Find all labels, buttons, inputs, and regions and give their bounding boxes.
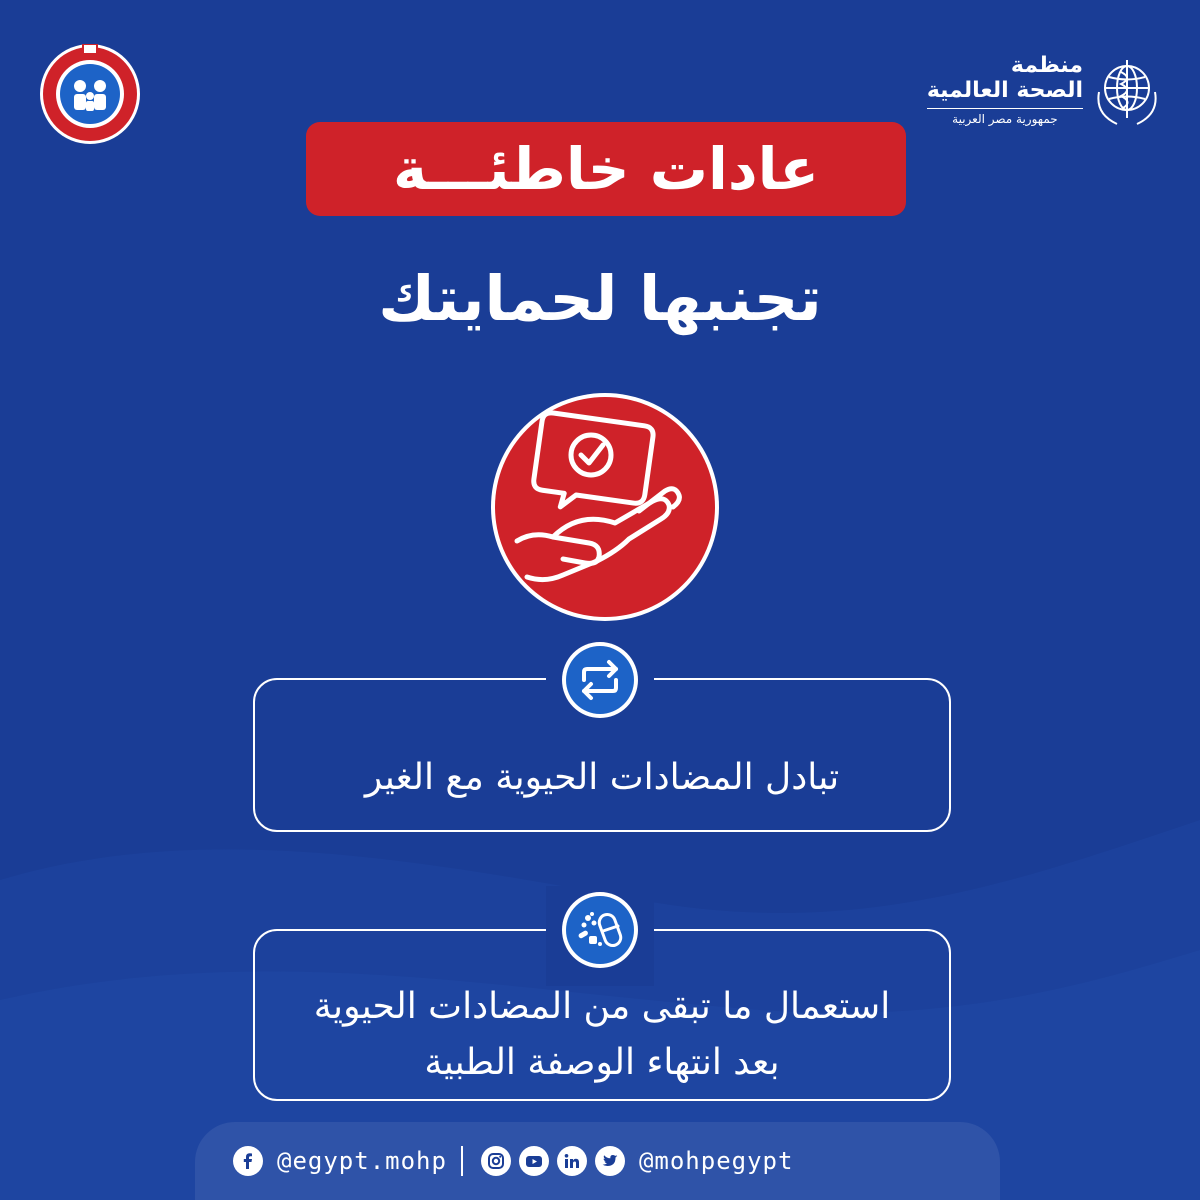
habit-text-2 — [275, 979, 929, 1091]
who-logo — [912, 52, 1167, 142]
habit-text-2-line2: بعد انتهاء الوصفة الطبية — [424, 1042, 780, 1083]
habit-text-2-line1: استعمال ما تبقى من المضادات الحيوية — [313, 986, 891, 1027]
social-links — [233, 1146, 807, 1176]
facebook-icon[interactable] — [233, 1146, 263, 1176]
swap-arrows-icon — [562, 642, 638, 718]
page-title: عادات خاطئـــة — [392, 135, 820, 203]
habit-icon-holder-2 — [546, 886, 654, 986]
instagram-icon[interactable] — [481, 1146, 511, 1176]
who-name-line1: منظمة — [1010, 53, 1083, 78]
habit-icon-holder-1 — [546, 636, 654, 736]
habit-text-1: تبادل المضادات الحيوية مع الغير — [364, 756, 840, 798]
who-text — [927, 54, 1083, 129]
page-subtitle: تجنبها لحمايتك — [378, 262, 822, 335]
title-badge — [306, 122, 906, 216]
pills-capsule-icon — [562, 892, 638, 968]
linkedin-icon[interactable] — [557, 1146, 587, 1176]
who-emblem-icon — [1087, 52, 1167, 132]
ministry-of-health-logo — [38, 42, 142, 146]
who-country: جمهورية مصر العربية — [952, 112, 1058, 126]
youtube-icon[interactable] — [519, 1146, 549, 1176]
hand-medicine-icon — [489, 391, 721, 623]
social-footer — [195, 1122, 1000, 1200]
footer-divider — [461, 1146, 463, 1176]
social-handle[interactable]: @mohpegypt — [638, 1147, 794, 1175]
twitter-icon[interactable] — [595, 1146, 625, 1176]
facebook-handle[interactable]: @egypt.mohp — [277, 1147, 447, 1175]
who-name-line2: الصحة العالمية — [927, 78, 1083, 109]
